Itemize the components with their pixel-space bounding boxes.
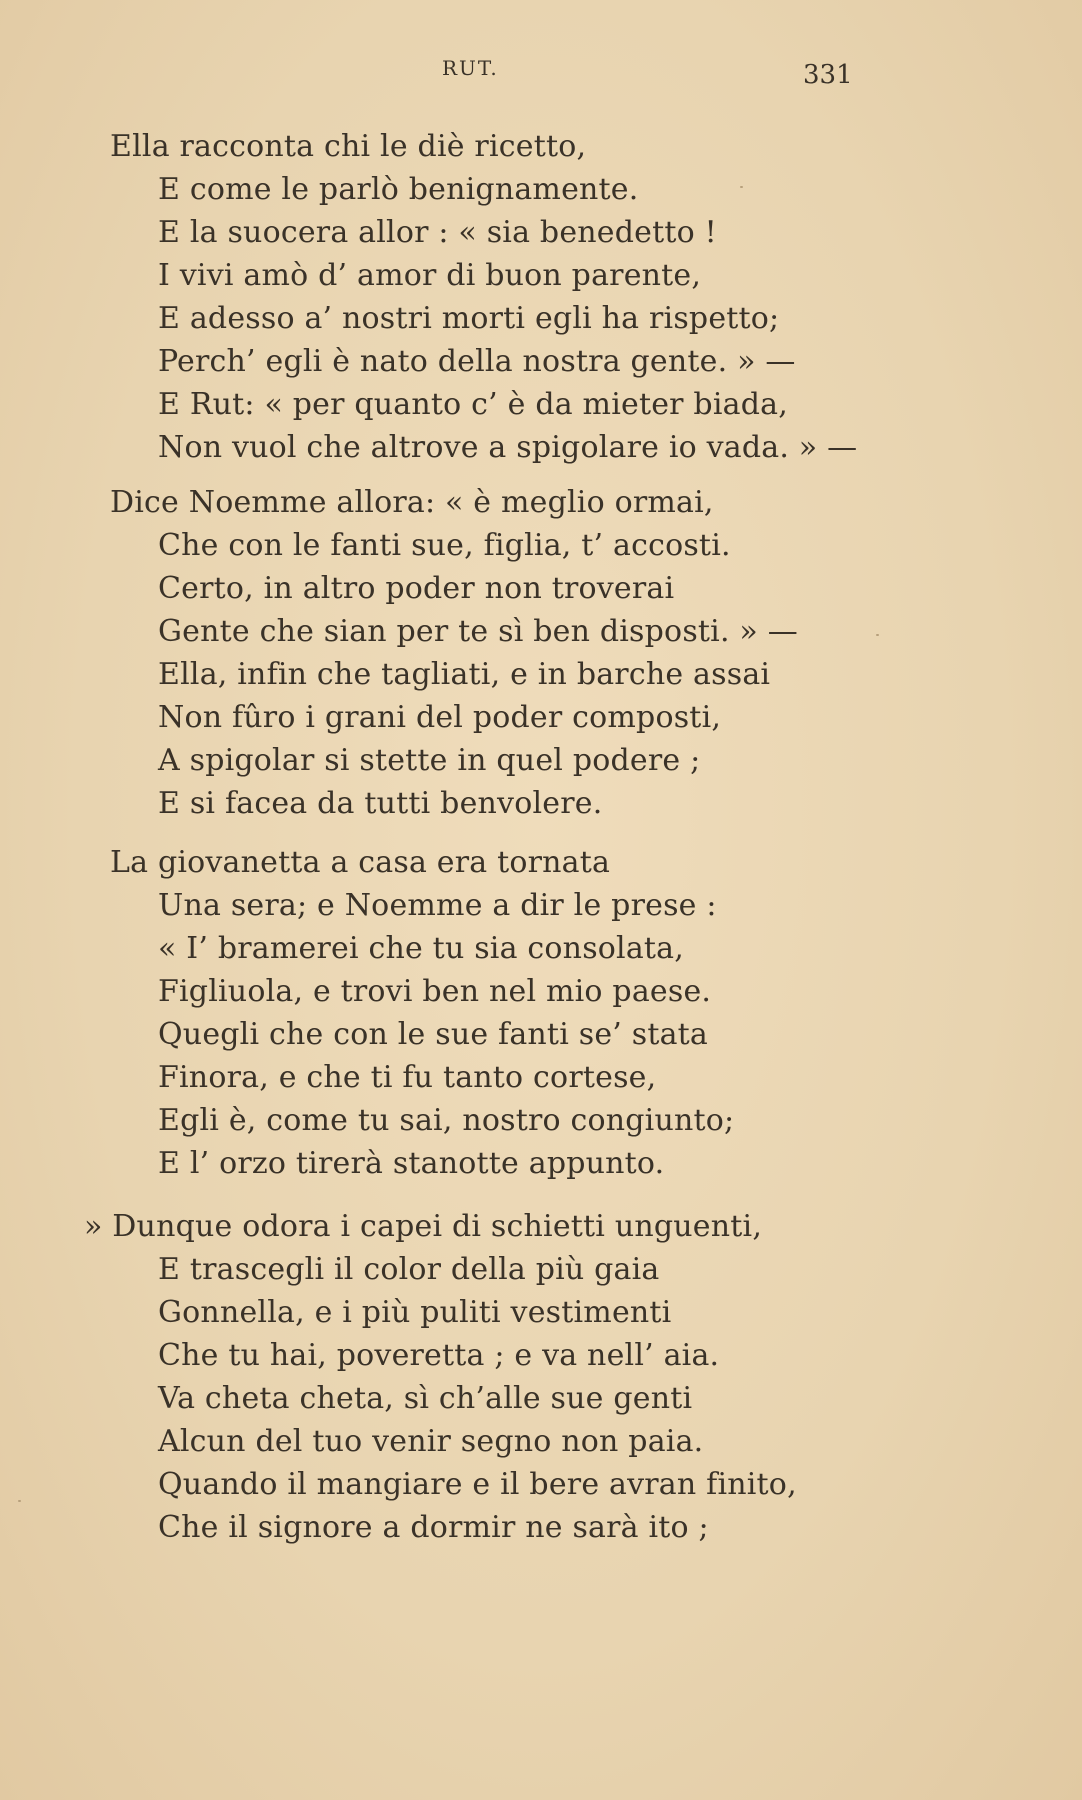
verse-line: Non fûro i grani del poder composti, bbox=[158, 700, 722, 735]
verse-line: E la suocera allor : « sia benedetto ! bbox=[158, 215, 717, 250]
verse-line: Gente che sian per te sì ben disposti. » — bbox=[158, 614, 798, 649]
verse-line: Che tu hai, poveretta ; e va nell’ aia. bbox=[158, 1338, 720, 1373]
verse-line: Perch’ egli è nato della nostra gente. » — bbox=[158, 344, 796, 379]
verse-line: Una sera; e Noemme a dir le prese : bbox=[158, 888, 717, 923]
verse-line: E come le parlò benignamente. bbox=[158, 172, 639, 207]
verse-line: « I’ bramerei che tu sia consolata, bbox=[158, 931, 685, 966]
verse-line: Finora, e che ti fu tanto cortese, bbox=[158, 1060, 657, 1095]
verse-line: » Dunque odora i capei di schietti unguenti, bbox=[84, 1209, 763, 1244]
verse-line: E Rut: « per quanto c’ è da mieter biada, bbox=[158, 387, 788, 422]
verse-line: E adesso a’ nostri morti egli ha rispetto; bbox=[158, 301, 780, 336]
verse-line: E trascegli il color della più gaia bbox=[158, 1252, 660, 1287]
verse-line: Figliuola, e trovi ben nel mio paese. bbox=[158, 974, 712, 1009]
verse-line: Non vuol che altrove a spigolare io vada. » — bbox=[158, 430, 858, 465]
verse-line: Che il signore a dormir ne sarà ito ; bbox=[158, 1510, 709, 1545]
verse-line: Quegli che con le sue fanti se’ stata bbox=[158, 1017, 709, 1052]
paper-speck bbox=[876, 634, 879, 636]
verse-line: Quando il mangiare e il bere avran finito, bbox=[158, 1467, 797, 1502]
running-head bbox=[0, 56, 1082, 90]
paper-speck bbox=[18, 1500, 21, 1502]
verse-line: Egli è, come tu sai, nostro congiunto; bbox=[158, 1103, 735, 1138]
paper-speck bbox=[740, 186, 743, 188]
verse-line: Va cheta cheta, sì ch’alle sue genti bbox=[158, 1381, 693, 1416]
verse-line: Ella, infin che tagliati, e in barche assai bbox=[158, 657, 771, 692]
verse-line: Dice Noemme allora: « è meglio ormai, bbox=[110, 485, 714, 520]
verse-line: Ella racconta chi le diè ricetto, bbox=[110, 129, 587, 164]
verse-line: I vivi amò d’ amor di buon parente, bbox=[158, 258, 702, 293]
verse-line: Certo, in altro poder non troverai bbox=[158, 571, 675, 606]
verse-line: La giovanetta a casa era tornata bbox=[110, 845, 611, 880]
page-number: 331 bbox=[803, 60, 853, 90]
verse-line: Che con le fanti sue, figlia, t’ accosti. bbox=[158, 528, 731, 563]
verse-line: A spigolar si stette in quel podere ; bbox=[158, 743, 701, 778]
verse-line: Gonnella, e i più puliti vestimenti bbox=[158, 1295, 672, 1330]
verse-line: E l’ orzo tirerà stanotte appunto. bbox=[158, 1146, 665, 1181]
verse-line: Alcun del tuo venir segno non paia. bbox=[158, 1424, 704, 1459]
verse-line: E si facea da tutti benvolere. bbox=[158, 786, 603, 821]
running-title: RUT. bbox=[442, 56, 499, 80]
